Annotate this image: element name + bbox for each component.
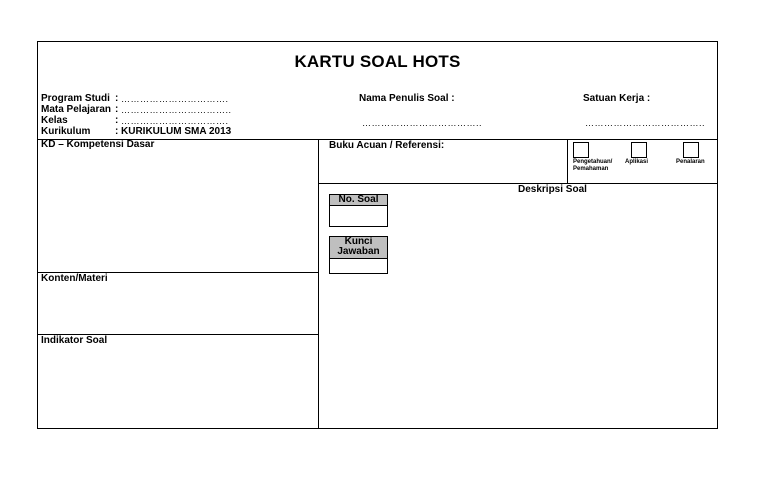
aplikasi-checkbox[interactable] [631,142,647,158]
satuan-label: Satuan Kerja : [583,93,651,104]
pengetahuan-label: Pengetahuan/ [573,159,613,165]
pemahaman-label: Pemahaman [573,166,609,172]
penalaran-label: Penalaran [676,159,705,165]
levels-divider [567,139,568,183]
kurikulum-value: KURIKULUM SMA 2013 [121,126,232,137]
kunci-jawaban-header [329,236,388,259]
program-studi-sep: : [115,93,119,104]
kurikulum-sep: : [115,126,119,137]
pengetahuan-checkbox[interactable] [573,142,589,158]
no-soal-label: No. Soal [329,194,388,206]
konten-label: Konten/Materi [41,273,108,284]
kurikulum-label: Kurikulum [41,126,91,137]
program-studi-value: ……………………………. [121,94,229,104]
jawaban-label: Jawaban [337,246,380,257]
penulis-label: Nama Penulis Soal : [359,93,455,104]
page-title: KARTU SOAL HOTS [294,52,461,71]
kelas-sep: : [115,115,119,126]
kelas-value: ……………………………. [121,116,229,126]
kd-label: KD – Kompetensi Dasar [41,139,155,150]
program-studi-label: Program Studi [41,93,110,104]
deskripsi-label: Deskripsi Soal [518,184,587,195]
penalaran-checkbox[interactable] [683,142,699,158]
mata-pelajaran-label: Mata Pelajaran [41,104,112,115]
kelas-label: Kelas [41,115,68,126]
penulis-value: ……………………………….. [362,118,483,128]
buku-acuan-label: Buku Acuan / Referensi: [329,140,445,151]
kunci-label: Kunci [344,236,373,247]
indikator-label: Indikator Soal [41,335,108,346]
satuan-value: ……………………………….. [585,118,706,128]
mata-pelajaran-value: …………………………….. [121,105,232,115]
mata-pelajaran-sep: : [115,104,119,115]
aplikasi-label: Aplikasi [625,159,649,165]
